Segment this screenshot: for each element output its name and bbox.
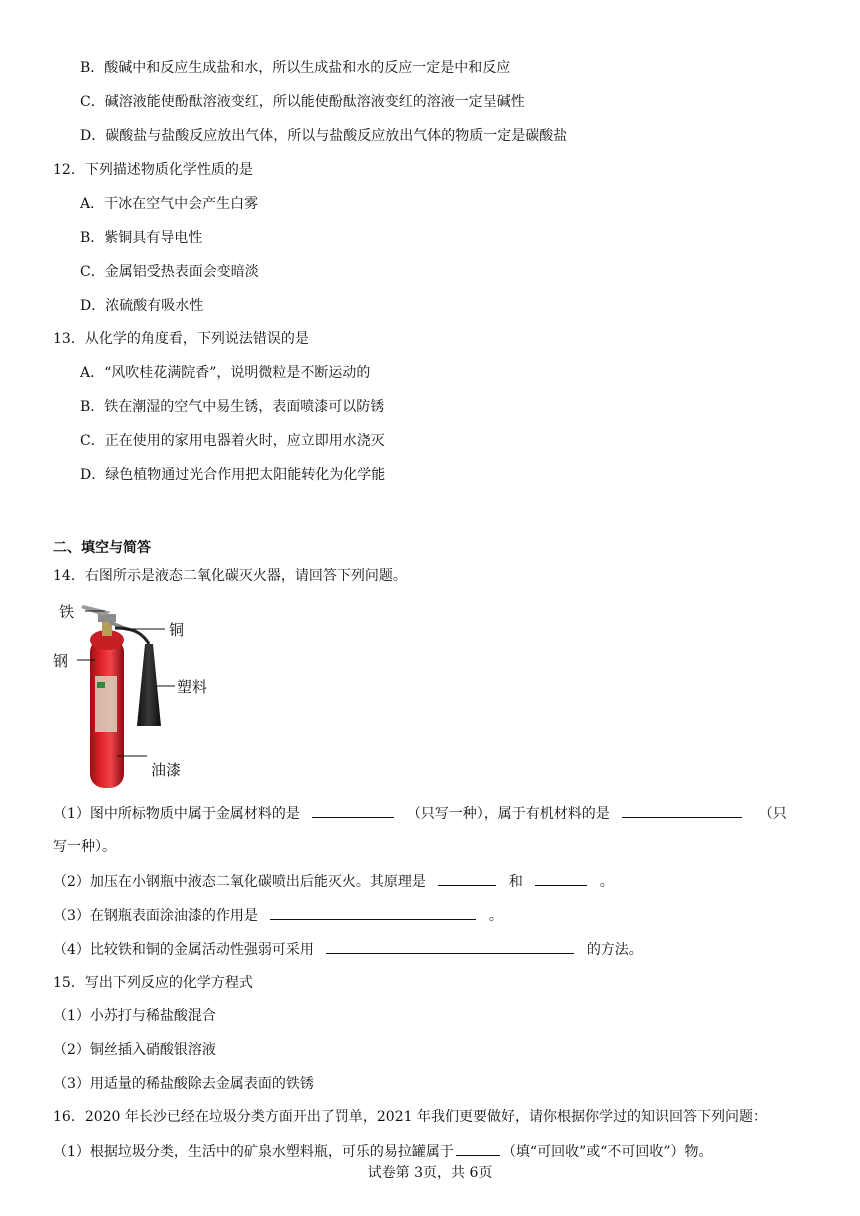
q11-option-b: B．酸碱中和反应生成盐和水，所以生成盐和水的反应一定是中和反应 [80,60,511,76]
q15-part-3: （3）用适量的稀盐酸除去金属表面的铁锈 [53,1076,314,1092]
q14-p1-blank-metal[interactable] [312,803,394,818]
q16-part-1 [53,1141,713,1162]
q14-p2-text-c: 。 [599,874,614,890]
q12-option-d: D．浓硫酸有吸水性 [80,298,204,314]
q14-p1-text-a: （1）图中所标物质中属于金属材料的是 [53,806,300,822]
q16-p1-text-a: （1）根据垃圾分类，生活中的矿泉水塑料瓶，可乐的易拉罐属于 [53,1144,454,1160]
q14-p4-text-b: 的方法。 [586,942,643,958]
q14-p1-text-c: （只 [758,806,787,822]
q16-stem: 16．2020 年长沙已经在垃圾分类方面开出了罚单，2021 年我们更要做好，请你根据你学过的知识回答下列问题： [53,1109,767,1125]
q12-option-b: B．紫铜具有导电性 [80,230,203,246]
q12-option-c: C．金属铝受热表面会变暗淡 [80,264,259,280]
q15-stem: 15．写出下列反应的化学方程式 [53,975,253,991]
q14-p4-blank[interactable] [326,939,574,954]
q13-option-c: C．正在使用的家用电器着火时，应立即用水浇灭 [80,433,385,449]
q14-part-3 [53,905,503,926]
q14-p3-text-b: 。 [488,908,503,924]
q13-option-a: A．“风吹桂花满院香”，说明微粒是不断运动的 [80,365,371,381]
fire-extinguisher-illustration [53,598,223,788]
q13-stem: 13．从化学的角度看，下列说法错误的是 [53,331,309,347]
q14-p2-blank-1[interactable] [438,871,496,886]
q14-p2-text-b: 和 [508,874,523,890]
label-iron: 铁 [59,603,75,621]
q12-stem: 12．下列描述物质化学性质的是 [53,162,253,178]
q14-p2-text-a: （2）加压在小钢瓶中液态二氧化碳喷出后能灭火。其原理是 [53,874,426,890]
label-copper: 铜 [169,621,185,639]
q14-part-4 [53,939,643,960]
page-footer: 试卷第 3页，共 6页 [367,1165,493,1181]
q11-option-c: C．碱溶液能使酚酞溶液变红，所以能使酚酞溶液变红的溶液一定呈碱性 [80,94,525,110]
q14-p3-blank[interactable] [270,905,476,920]
q14-p1-blank-organic[interactable] [622,803,742,818]
section-heading: 二、填空与简答 [53,540,151,556]
label-plastic: 塑料 [177,678,208,696]
q14-part-2 [53,871,614,892]
q13-option-d: D．绿色植物通过光合作用把太阳能转化为化学能 [80,467,386,483]
q11-option-d: D．碳酸盐与盐酸反应放出气体，所以与盐酸反应放出气体的物质一定是碳酸盐 [80,128,568,144]
q15-part-1: （1）小苏打与稀盐酸混合 [53,1008,216,1024]
q14-p3-text-a: （3）在钢瓶表面涂油漆的作用是 [53,908,258,924]
q14-part-1 [53,803,787,824]
q12-option-a: A．干冰在空气中会产生白雾 [80,196,259,212]
q14-p2-blank-2[interactable] [535,871,587,886]
q14-p1-text-b: （只写一种），属于有机材料的是 [406,806,610,822]
q14-p1-text-d: 写一种）。 [53,839,116,855]
q14-p4-text-a: （4）比较铁和铜的金属活动性强弱可采用 [53,942,314,958]
label-paint: 油漆 [151,761,182,779]
q15-part-2: （2）铜丝插入硝酸银溶液 [53,1042,216,1058]
q14-stem: 14．右图所示是液态二氧化碳灭火器，请回答下列问题。 [53,568,407,584]
q16-p1-blank[interactable] [456,1141,500,1156]
q16-p1-text-b: （填“可回收”或“不可回收”）物。 [501,1144,713,1160]
fire-extinguisher-figure [53,598,223,788]
label-steel: 钢 [53,652,69,670]
q13-option-b: B．铁在潮湿的空气中易生锈，表面喷漆可以防锈 [80,399,385,415]
